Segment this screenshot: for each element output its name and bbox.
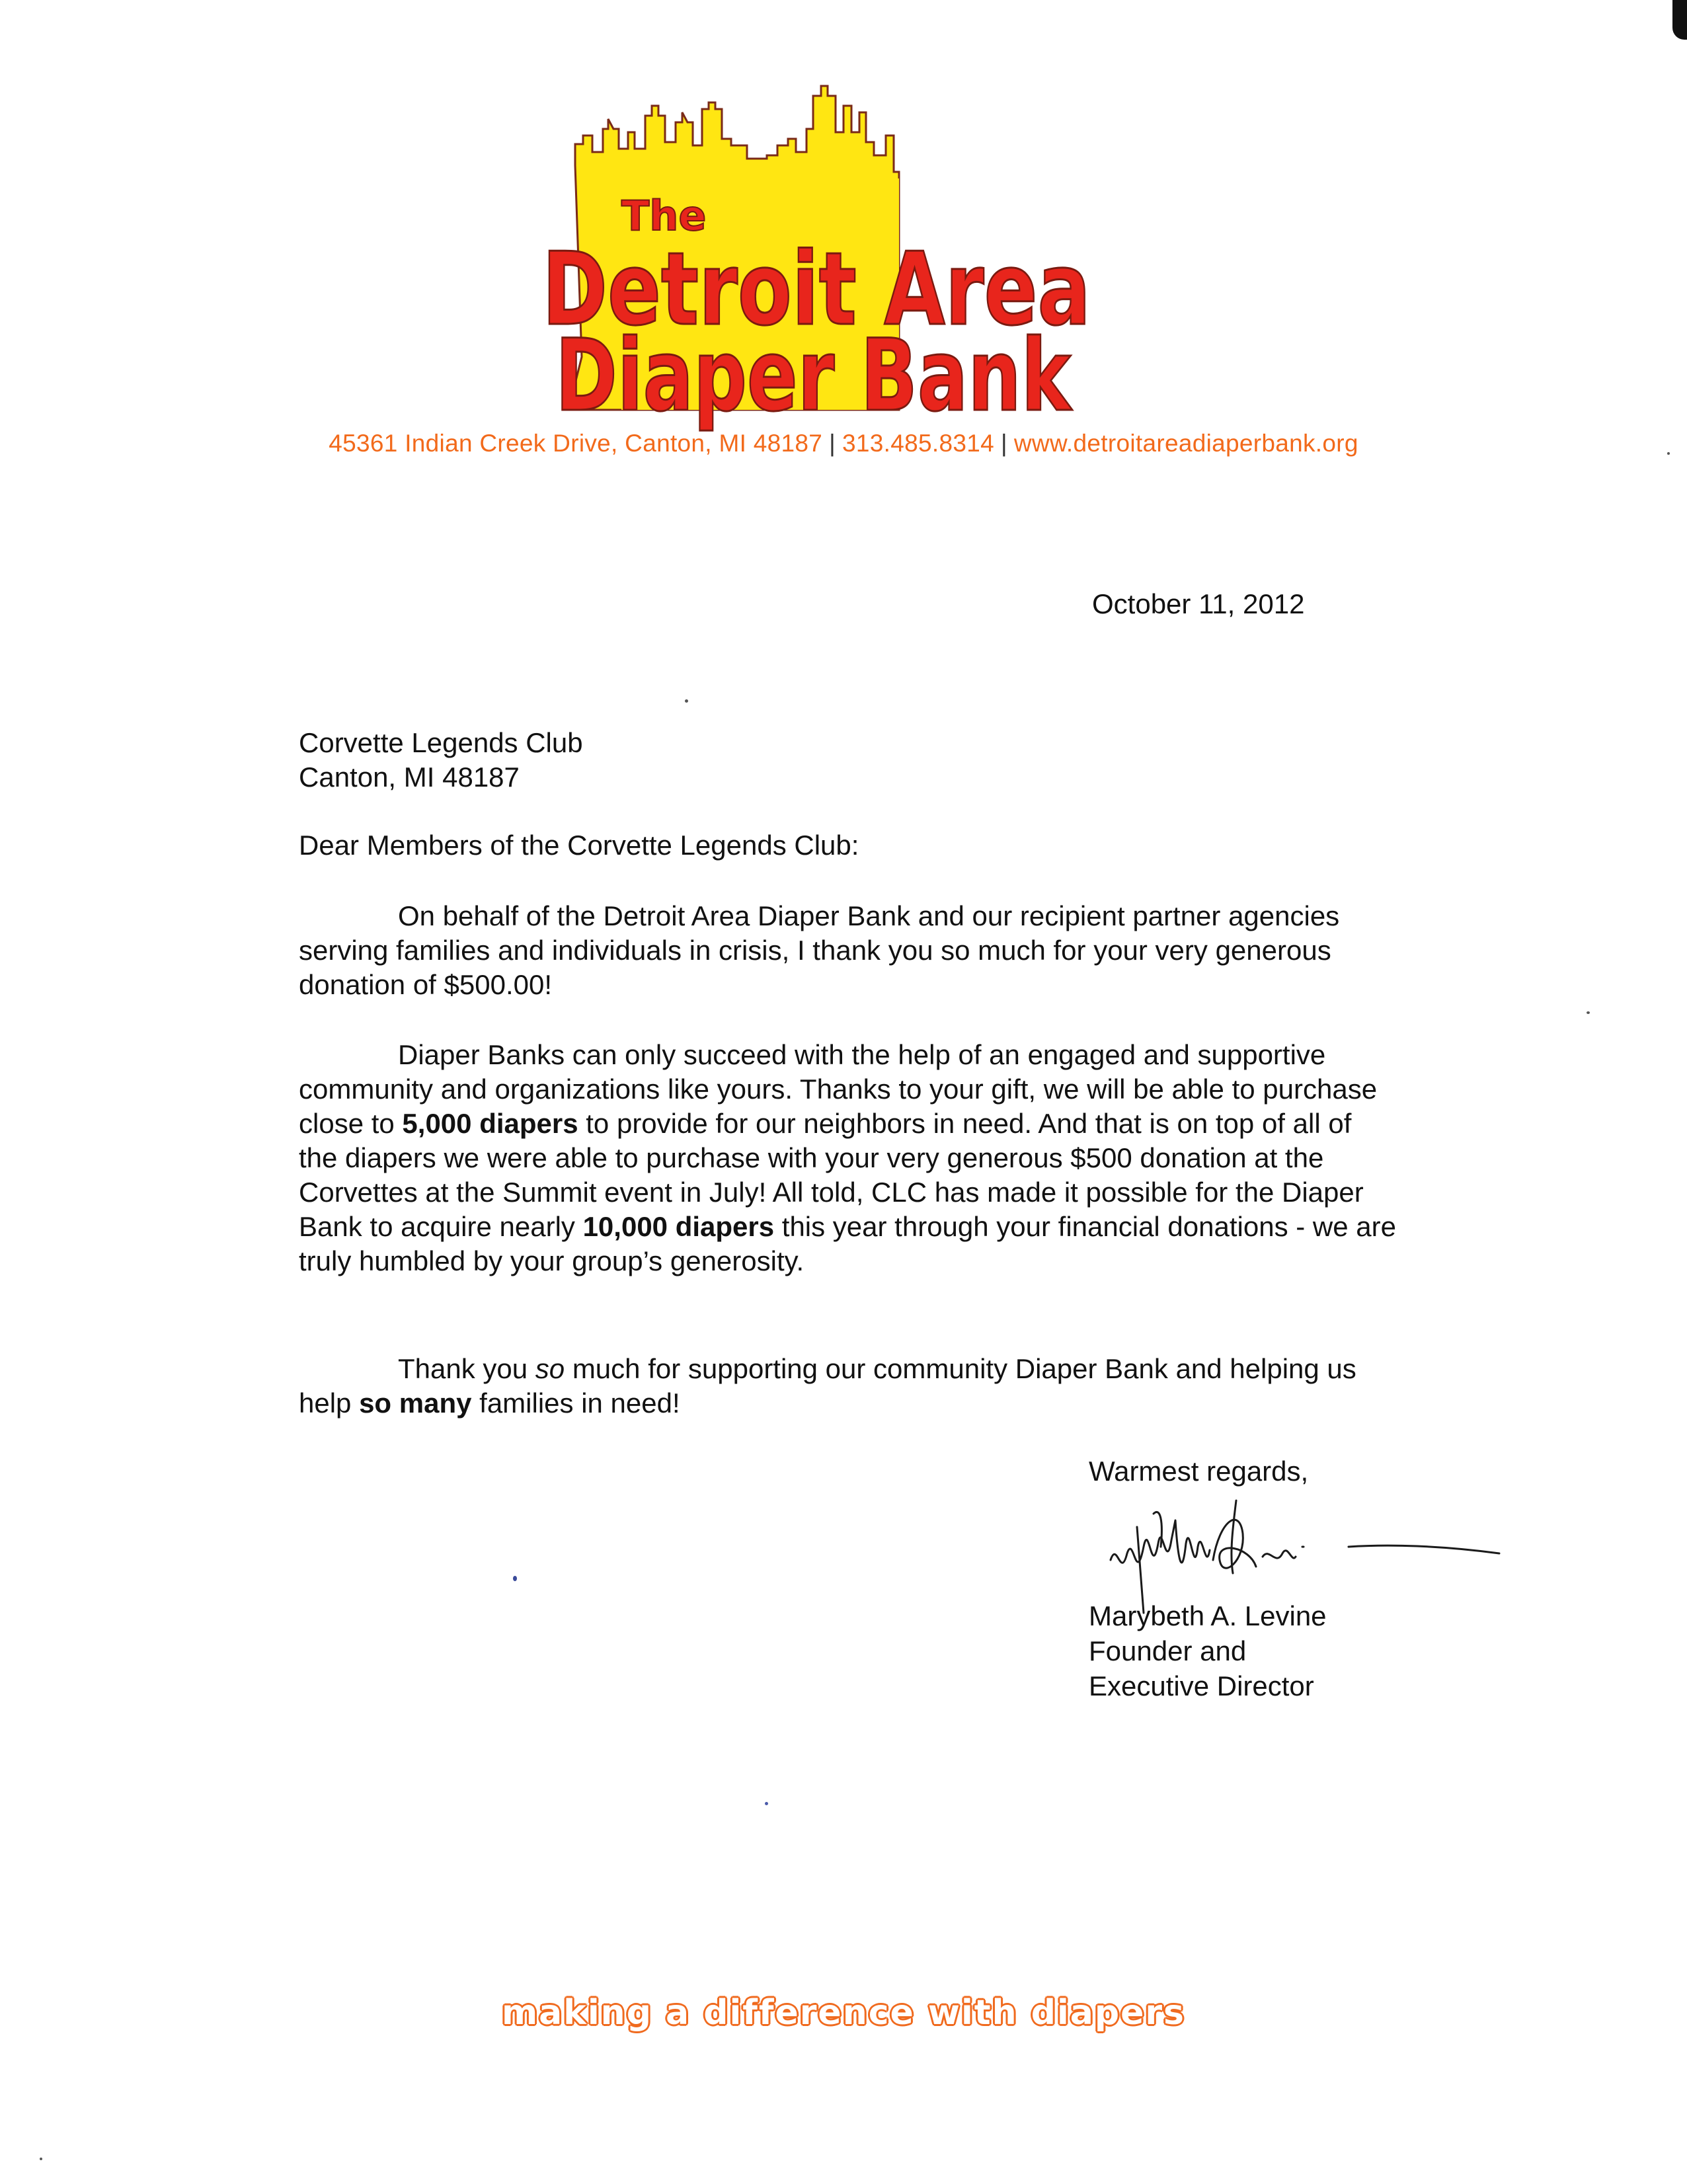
signer-title: Founder and xyxy=(1089,1635,1247,1666)
contact-separator: | xyxy=(1000,430,1007,457)
paragraph-2-text: Diaper Banks can only succeed with the help of an engaged and supportive community and organizations like yours. Thanks to your gift, we will be able to purchase close to xyxy=(299,1039,1378,1139)
letterhead-website: www.detroitareadiaperbank.org xyxy=(1013,430,1358,457)
scan-speck xyxy=(1667,452,1670,455)
signer-title: Executive Director xyxy=(1089,1670,1314,1701)
footer-tagline: making a difference with diapers xyxy=(502,1993,1185,2033)
paragraph-3-italic: so xyxy=(535,1353,565,1384)
scan-speck xyxy=(513,1576,517,1581)
paragraph-3-text: Thank you xyxy=(398,1353,535,1384)
paragraph-3-text: families in need! xyxy=(471,1387,680,1419)
paragraph-2-emphasis: 5,000 diapers xyxy=(402,1108,578,1139)
paragraph-2-emphasis: 10,000 diapers xyxy=(582,1211,775,1242)
paragraph-2 xyxy=(299,1038,1396,1278)
scan-speck xyxy=(1587,1011,1590,1014)
paragraph-3-text: much for supporting our community Diaper Bank and helping us help xyxy=(299,1353,1356,1419)
scan-speck xyxy=(40,2158,42,2160)
handwritten-signature xyxy=(1097,1481,1507,1613)
scan-speck xyxy=(685,699,688,703)
paragraph-3-emphasis: so many xyxy=(359,1387,472,1419)
letterhead-phone: 313.485.8314 xyxy=(842,430,994,457)
closing-text: Warmest regards, xyxy=(1089,1456,1309,1487)
paragraph-1: On behalf of the Detroit Area Diaper Bank and our recipient partner agencies serving families and individuals in crisis, I thank you so much for your very generous donation of $500.00! xyxy=(299,900,1340,1000)
letterhead-contact-line xyxy=(0,430,1687,457)
letter-date: October 11, 2012 xyxy=(1092,588,1305,619)
recipient-address xyxy=(299,726,583,795)
signer-name: Marybeth A. Levine xyxy=(1089,1600,1327,1631)
salutation: Dear Members of the Corvette Legends Club: xyxy=(299,830,859,861)
logo-the-text: The xyxy=(621,192,707,240)
diaper-bank-logo xyxy=(529,66,1137,436)
contact-separator: | xyxy=(829,430,836,457)
letterhead-address: 45361 Indian Creek Drive, Canton, MI 48187 xyxy=(329,430,823,457)
paragraph-2-text: to provide for our neighbors in need. And that is on top of all of the diapers we were able to purchase with your very generous $500 donation at the Corvettes at the Summit event in July! All told, CLC has made it possible for the Diaper Bank to acquire nearly xyxy=(299,1108,1364,1242)
paragraph-3 xyxy=(299,1352,1396,1421)
signer-block xyxy=(1089,1598,1327,1703)
logo-diaper-bank-text: Diaper Bank xyxy=(555,319,1073,434)
recipient-city: Canton, MI 48187 xyxy=(299,761,520,793)
scan-edge-mark xyxy=(1672,0,1687,40)
recipient-name: Corvette Legends Club xyxy=(299,727,583,758)
scan-speck xyxy=(765,1802,768,1805)
logo-detroit-area-text: Detroit Area xyxy=(542,231,1091,348)
paragraph-2-text: this year through your financial donations - we are truly humbled by your group’s generosity. xyxy=(299,1211,1396,1276)
